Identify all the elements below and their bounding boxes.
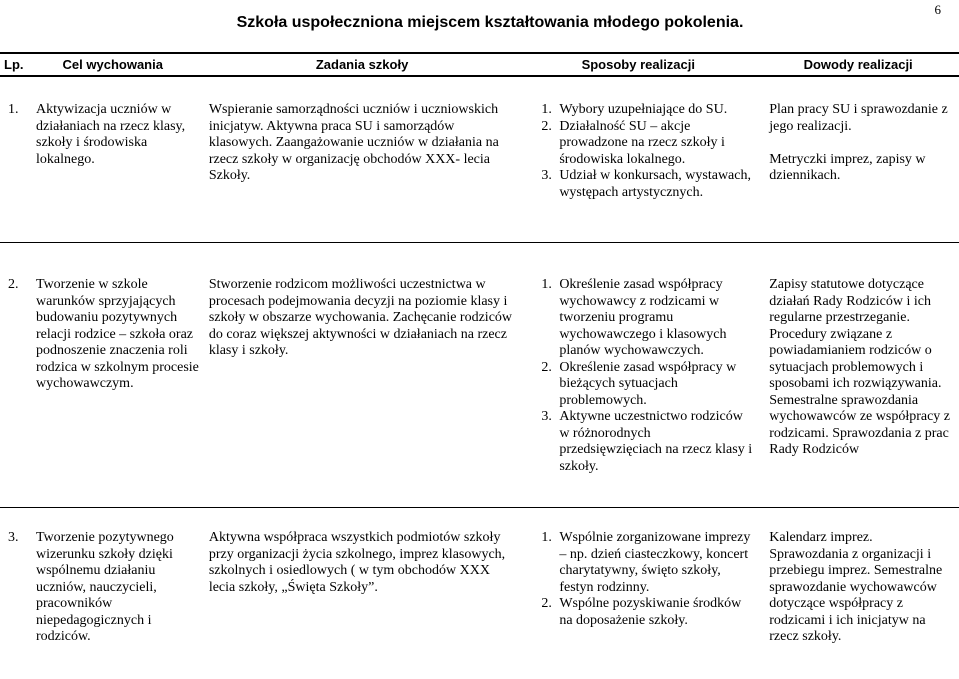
proof-cell [757,243,959,508]
proof-cell [757,76,959,243]
goal-cell [0,508,205,670]
goal-text: Tworzenie pozytywnego wizerunku szkoły dzięki wspólnemu działaniu uczniów, nauczycieli, pracowników niepedagogicznych i rodziców. [36,530,174,644]
proof-text: Zapisy statutowe dotyczące działań Rady Rodziców i ich regularne przestrzeganie. Procedury związane z powiadamianiem rodziców o sytuacjach problemowych i sposobami ich rozwiązywania. Semestralne sprawozdania wychowawców ze współpracy z rodzicami. Sprawozdania z prac Rady Rodziców [769,277,951,457]
row-number: 2. [8,277,19,292]
column-header-ways: Sposoby realizacji [519,53,757,76]
ways-cell [519,508,757,670]
list-item: 3. Udział w konkursach, wystawach, występach artystycznych. [555,168,753,201]
ways-list [523,102,753,201]
document-title: Szkoła uspołeczniona miejscem kształtowania młodego pokolenia. [236,14,744,31]
list-item: 1. Wybory uzupełniające do SU. [555,102,753,119]
tasks-cell [205,508,519,670]
list-item: 1. Określenie zasad współpracy wychowawcy z rodzicami w tworzeniu programu wychowawczego i klasowych planów wychowawczych. [555,277,753,360]
goal-text: Aktywizacja uczniów w działaniach na rzecz klasy, szkoły i środowiska lokalnego. [36,102,186,167]
row-number: 3. [8,530,19,545]
page-number: 6 [934,2,941,17]
ways-cell [519,243,757,508]
tasks-text: Aktywna współpraca wszystkich podmiotów szkoły przy organizacji życia szkolnego, imprez klasowych, szkolnych i osiedlowych ( w tym obchodów XXX lecia szkoły, „Święta Szkoły”. [208,530,506,595]
list-item: 2. Określenie zasad współpracy w bieżących sytuacjach problemowych. [555,360,753,410]
tasks-text: Stworzenie rodzicom możliwości uczestnictwa w procesach podejmowania decyzji na poziomie klasy i szkoły w obszarze wychowania. Zachęcanie rodziców do coraz większej aktywności w działaniach na rzecz klasy i szkoły. [208,277,513,358]
ways-list [523,277,753,475]
table-row [0,243,959,508]
proof-cell [757,508,959,670]
list-item: 2. Działalność SU – akcje prowadzone na rzecz szkoły i środowiska lokalnego. [555,119,753,169]
tasks-cell [205,243,519,508]
tasks-text: Wspieranie samorządności uczniów i uczniowskich inicjatyw. Aktywna praca SU i samorządów klasowych. Zaangażowanie uczniów w działania na rzecz szkoły w organizację obchodów XXX- lecia Szkoły. [208,102,499,183]
table-row [0,508,959,670]
row-number: 1. [8,102,19,117]
column-header-proof: Dowody realizacji [757,53,959,76]
list-item: 1. Wspólnie zorganizowane imprezy – np. dzień ciasteczkowy, koncert charytatywny, święto szkoły, festyn rodzinny. [555,530,753,596]
goal-cell [0,243,205,508]
table-row [0,76,959,243]
ways-list [523,530,753,629]
goal-cell [0,76,205,243]
goal-text: Tworzenie w szkole warunków sprzyjających budowaniu pozytywnych relacji rodzice – szkoła oraz podnoszenie znaczenia roli rodzica w szkolnym procesie wychowawczym. [36,277,199,391]
column-header-goal: Cel wychowania [21,53,205,76]
column-header-tasks: Zadania szkoły [205,53,519,76]
proof-text: Kalendarz imprez. Sprawozdania z organizacji i przebiegu imprez. Semestralne sprawozdanie wychowawców dotyczące współpracy z rodzicami i ich inicjatyw na rzecz szkoły. [769,530,943,644]
ways-cell [519,76,757,243]
list-item: 3. Aktywne uczestnictwo rodziców w różnorodnych przedsięwzięciach na rzecz klasy i szkoły. [555,409,753,475]
proof-text: Metryczki imprez, zapisy w dziennikach. [769,151,926,183]
tasks-cell [205,76,519,243]
proof-text: Plan pracy SU i sprawozdanie z jego realizacji. [769,102,948,134]
education-plan-table [0,52,959,670]
list-item: 2. Wspólne pozyskiwanie środków na doposażenie szkoły. [555,596,753,629]
table-header-row [0,53,959,76]
column-header-lp: Lp. [0,53,21,76]
